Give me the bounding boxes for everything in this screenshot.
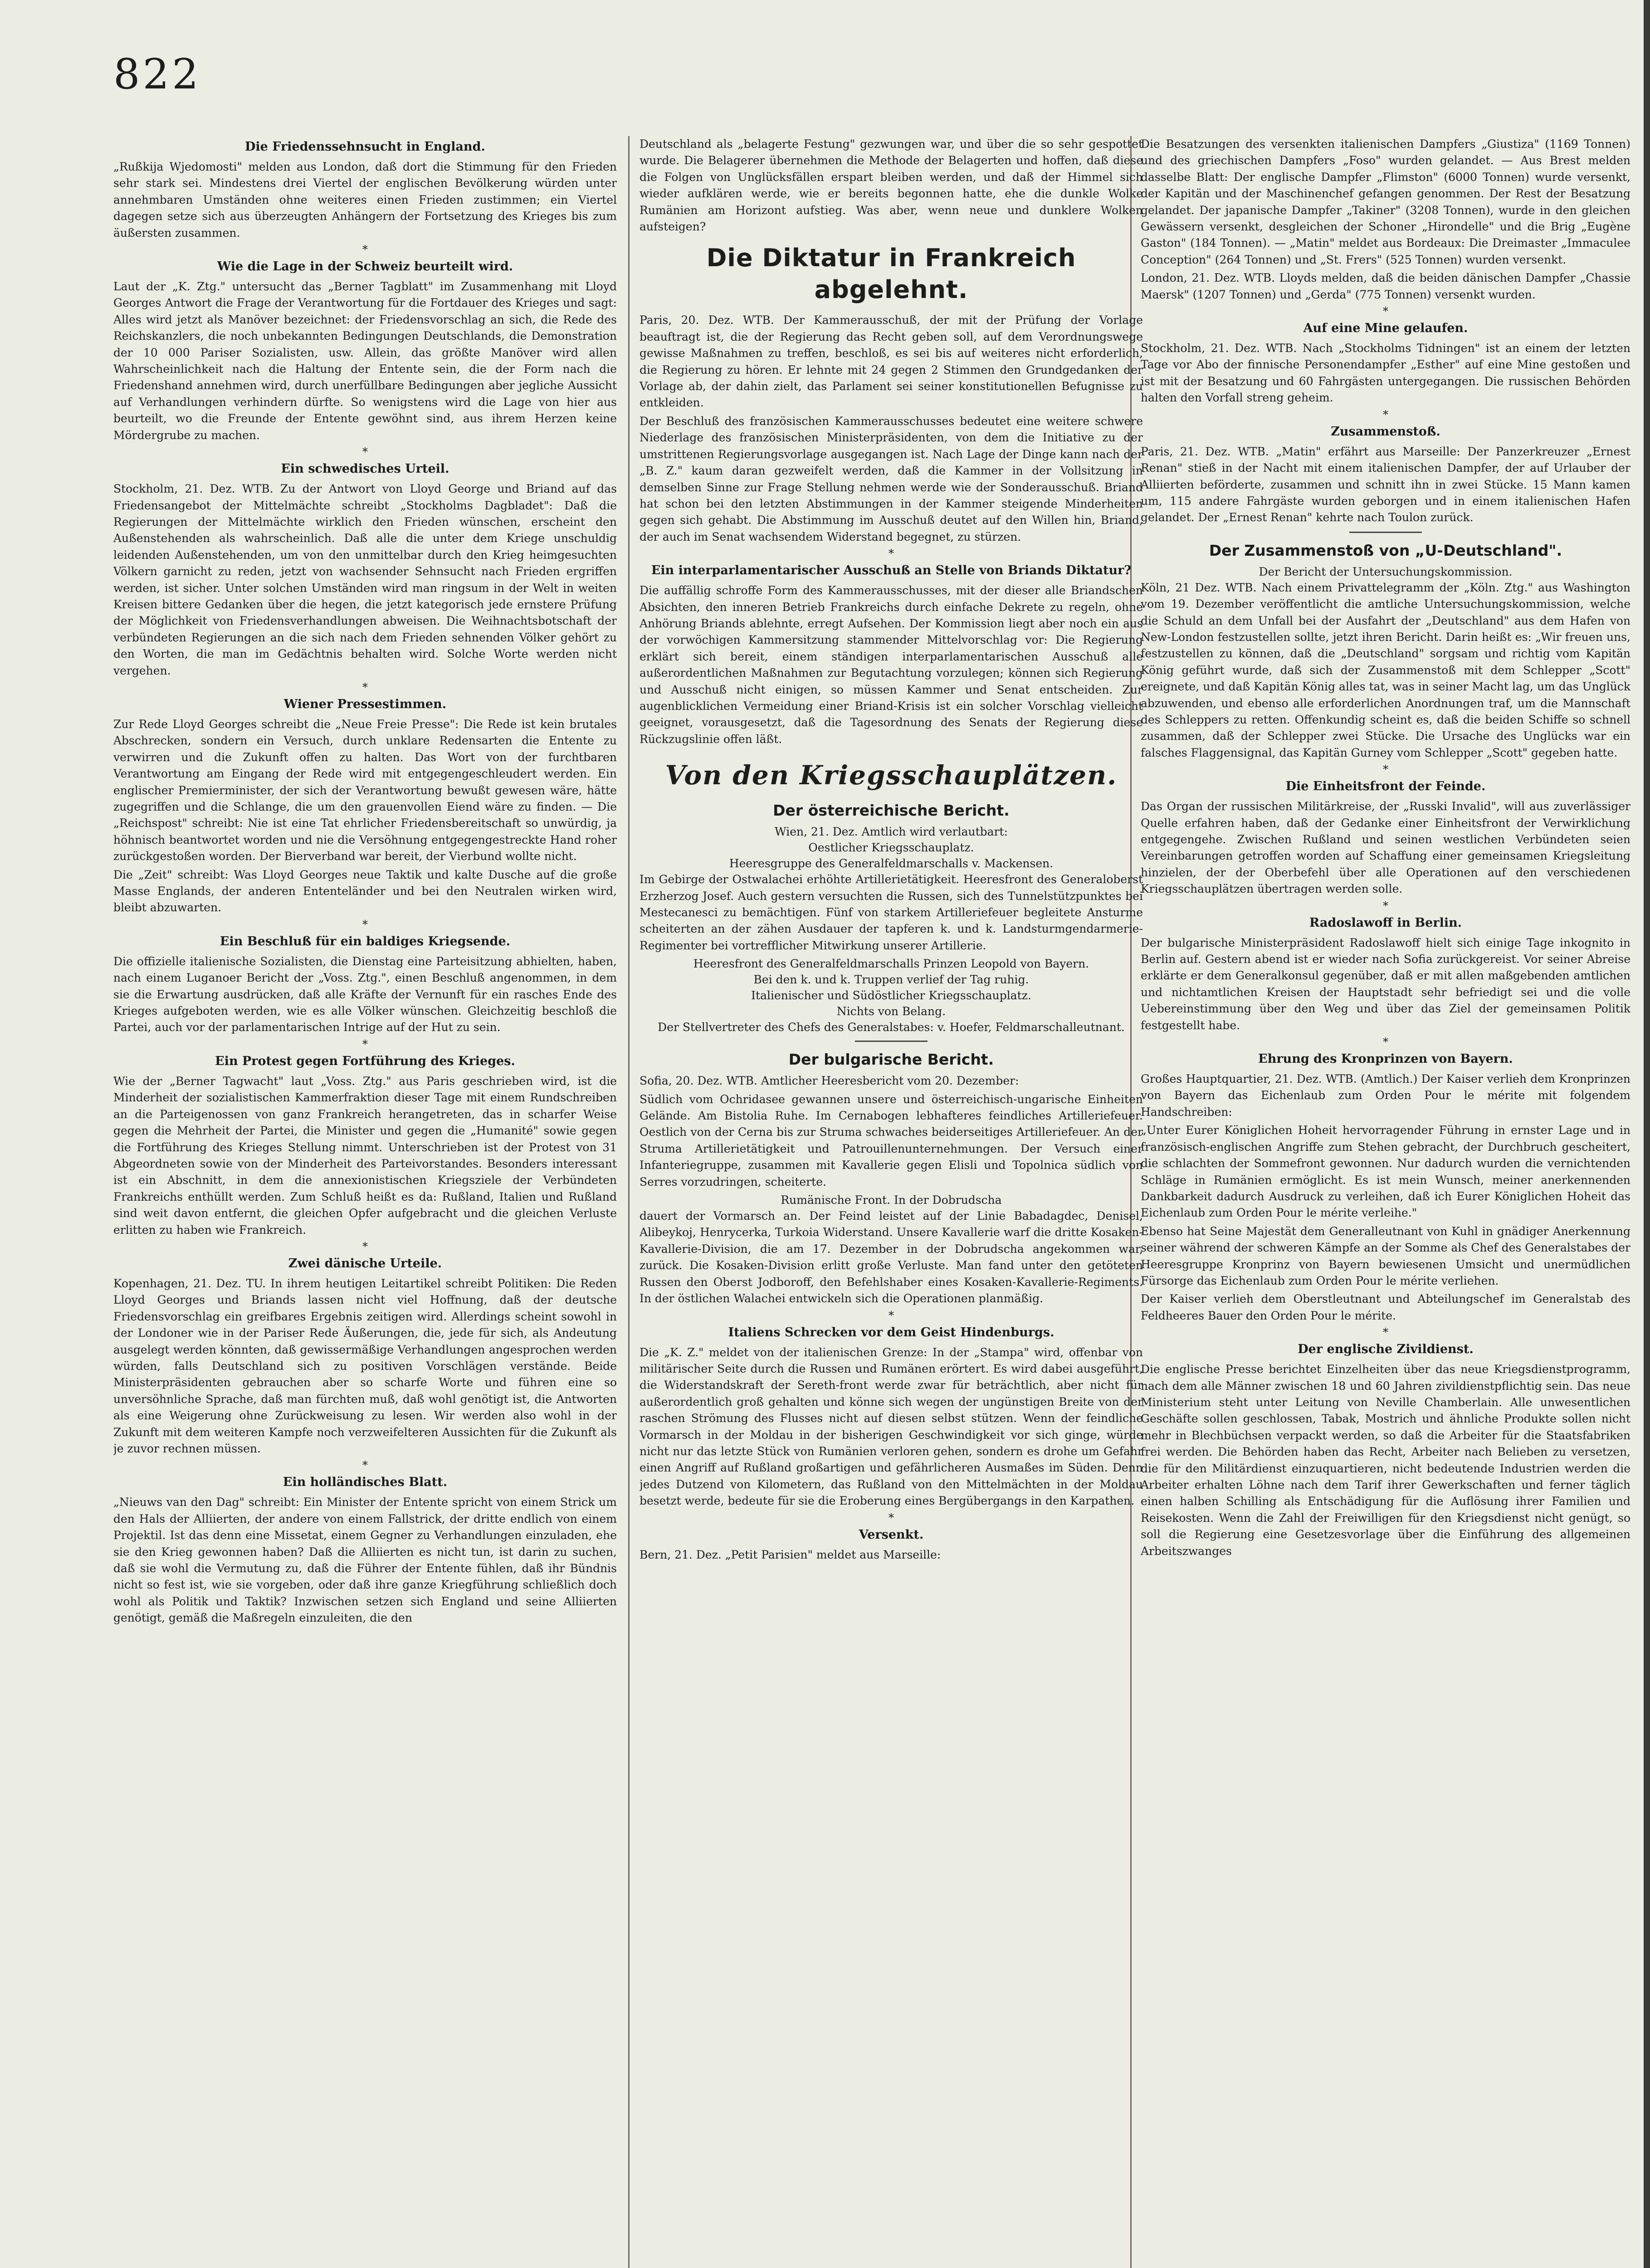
section-separator: * [362,445,368,459]
centered-line: Oestlicher Kriegsschauplatz. [808,841,974,855]
article-heading: Die Einheitsfront der Feinde. [1285,779,1486,794]
rule-line [855,1041,928,1042]
section-separator: * [362,1240,368,1253]
article-heading: Radoslawoff in Berlin. [1309,915,1462,930]
article-paragraph: Zur Rede Lloyd Georges schreibt die „Neue Freie Presse": Die Rede ist kein brutales Abschrecken, sondern ein Versuch, durch unklare Redensarten die Entente zu verwirren und die Zukunft offen zu halten. Das Wort von der furchtbaren Verantwortung am Eingang der Rede wird mit entgegengeschleudert werden. Ein englischer Premierminister, der sich der Verantwortung bewußt gewesen wäre, hätte zugegriffen und die Schlange, die um den grauenvollen Eiend wäre zu finden. — Die „Reichspost" schreibt: Nie ist eine Tat ehrlicher Friedensbereitschaft so unwürdig, ja höhnisch beantwortet worden und nie die Versöhnung entgegengestreckte Hand roher zurückgestoßen worden. Der Bierverband war bereit, der Vierbund wollte nicht. [113,717,617,863]
article-heading: Auf eine Mine gelaufen. [1303,321,1468,336]
section-separator: * [1383,1036,1388,1049]
section-separator: * [888,1309,894,1322]
article-paragraph: Sofia, 20. Dez. WTB. Amtlicher Heeresbericht vom 20. Dezember: [639,1074,1019,1088]
article-paragraph: Kopenhagen, 21. Dez. TU. In ihrem heutigen Leitartikel schreibt Politiken: Die Reden Lloyd Georges und Briands lassen nicht viel Hoffnung, daß der deutsche Friedensvorschlag ein greifbares Ergebnis zeitigen wird. Allerdings scheint sowohl in der Londoner wie in der Pariser Rede Äußerungen, die, jede für sich, als Andeutung ausgelegt werden könnten, daß gewissermäßige Verhandlungen angesprochen werden würden, falls Deutschland sich zu positiven Vorschlägen verstände. Beide Ministerpräsidenten gebrauchen aber so scharfe Worte und führen eine so unversöhnliche Sprache, daß man fürchten muß, daß wohl genötigt ist, die Antworten als eine Weigerung ohne Zurückweisung zu lesen. Wir werden also wohl in der Zukunft mit dem weiteren Kampfe noch verzweifelteren Aussichten für die Zukunft als je zuvor rechnen müssen. [113,1276,617,1455]
centered-line: Der Bericht der Untersuchungskommission. [1259,565,1513,578]
report-heading: Der österreichische Bericht. [773,802,1010,820]
article-paragraph: „Unter Eurer Königlichen Hoheit hervorragender Führung in ernster Lage und in französisch-englischen Angriffe zum Stehen gebracht, der Durchbruch gescheitert, die schlachten der Sommefront gewonnen. Nur dadurch wurden die vernichtenden Schläge in Rumänien ermöglicht. Es ist mein Wunsch, meiner anerkennenden Dankbarkeit dadurch Ausdruck zu verleihen, daß ich Eurer Königlichen Hoheit das Eichenlaub zum Orden Pour le mérite verleihe." [1141,1124,1630,1220]
article-paragraph: Die „K. Z." meldet von der italienischen Grenze: In der „Stampa" wird, offenbar von militärischer Seite durch die Russen und Rumänen erörtert. Es wird dabei ausgeführt, die Widerstandskraft der Sereth-front werde zwar für beträchtlich, aber nicht für außerordentlich groß gehalten und könne sich wegen der ungünstigen Breite von der raschen Strömung des Flusses nicht auf diesen selbst stützen. Wenn der feindliche Vormarsch in der Moldau in der bisherigen Geschwindigkeit vor sich ginge, würde nicht nur das letzte Stück von Rumänien verloren gehen, sondern es drohe um Gefahr einen Angriff auf Rußland großartigen und gefährlicheren Ausmaßes im Süden. Denn jedes Dutzend von Kilometern, das Rußland von den Mittelmächten in der Moldau besetzt werde, bedeute für sie die Eroberung eines Bergübergangs in den Karpathen. [639,1345,1143,1508]
article-paragraph: Die auffällig schroffe Form des Kammerausschusses, mit der dieser alle Briandschen Absichten, den inneren Betrieb Frankreichs durch einfache Dekrete zu regeln, ohne Anhörung Briands ablehnte, erregt Aufsehen. Der Kommission liegt aber noch ein aus der vorwöchigen Kammersitzung stammender Mittelvorschlag vor: Die Regierung erklärt sich bereit, einem ständigen interparlamentarischen Ausschuß alle außerordentlichen Maßnahmen zur Begutachtung vorzulegen; können sich Regierung und Ausschuß nicht einigen, so müssen Kammer und Senat entscheiden. Zur augenblicklichen Vermeidung einer Briand-Krisis ist ein solcher Vorschlag vielleicht geeignet, vorausgesetzt, daß die Tagesordnung des Senats der Regierung diese Rückzugslinie offen läßt. [639,584,1143,746]
article-heading: Ehrung des Kronprinzen von Bayern. [1258,1052,1513,1066]
centered-line: Heeresfront des Generalfeldmarschalls Prinzen Leopold von Bayern. [693,957,1089,971]
article-paragraph: Ebenso hat Seine Majestät dem Generalleutnant von Kuhl in gnädiger Anerkennung seiner während der schweren Kämpfe an der Somme als Chef des Generalstabes der Heeresgruppe Kronprinz von Bayern bewiesenen Umsicht und unermüdlichen Fürsorge das Eichenlaub zum Orden Pour le mérite verliehen. [1141,1224,1630,1287]
centered-line: Bei den k. und k. Truppen verlief der Tag ruhig. [753,973,1029,987]
article-paragraph: „Rußkija Wjedomosti" melden aus London, daß dort die Stimmung für den Frieden sehr stark sei. Mindestens drei Viertel der englischen Bevölkerung würden unter annehmbaren Umständen ohne weiteres einen Frieden zustimmen; ein Viertel dagegen setze sich aus überzeugten Anhängern der Fortsetzung des Krieges bis zum äußersten zusammen. [113,160,617,240]
page-number: 822 [113,50,201,98]
article-heading: Ein Beschluß für ein baldiges Kriegsende. [220,934,511,948]
article-heading: Zusammenstoß. [1331,424,1440,439]
section-separator: * [1383,305,1388,318]
article-paragraph: Laut der „K. Ztg." untersucht das „Berner Tagblatt" im Zusammenhang mit Lloyd Georges Antwort die Frage der Verantwortung für die Fortdauer des Krieges und sagt: Alles wird jetzt als Manöver bezeichnet: der Friedensvorschlag an sich, die Rede des Reichskanzlers, die noch unbekannten Bedingungen Deutschlands, die Demonstration der 10 000 Pariser Sozialisten, usw. Allein, das größte Manöver wird allen Wahrscheinlichkeit nach die Haltung der Entente sein, die der Form nach die Friedenshand annehmen wird, durch unerfüllbare Bedingungen aber jegliche Aussicht auf Verhandlungen verhindern dürfte. So wenigstens wird die Lage von hier aus beurteilt, wo die Freunde der Entente gewöhnt sind, aus ihrem Herzen keine Mördergrube zu machen. [113,280,617,442]
centered-line: Heeresgruppe des Generalfeldmarschalls v. Mackensen. [729,857,1054,870]
report-heading: Der Zusammenstoß von „U-Deutschland". [1209,541,1562,559]
article-paragraph: dauert der Vormarsch an. Der Feind leistet auf der Linie Babadagdec, Denisel, Alibeykoj, Henrycerka, Turkoia Widerstand. Unsere Kavallerie warf die dritte Kosaken-Kavallerie-Division, die am 17. Dezember in der Dobrudscha angekommen war, zurück. Die Kosaken-Division erlitt große Verluste. Man fand unter den getöteten Russen den Oberst Jodboroff, den Befehlshaber eines Kosaken-Kavallerie-Regiments. In der östlichen Walachei entwickeln sich die Operationen planmäßig. [639,1209,1143,1305]
article-paragraph: Köln, 21 Dez. WTB. Nach einem Privattelegramm der „Köln. Ztg." aus Washington vom 19. Dezember veröffentlicht die amtliche Untersuchungskommission, welche die Schuld an dem Unfall bei der Ausfahrt der „Deutschland" aus dem Hafen von New-London festzustellen sollte, jetzt ihren Bericht. Darin heißt es: „Wir freuen uns, festzustellen zu können, daß die „Deutschland" sorgsam und richtig vom Kapitän König geführt wurde, daß sich der Zusammenstoß mit dem Schlepper „Scott" ereignete, und daß Kapitän König alles tat, was in seiner Macht lag, um das Unglück abzuwenden, und ebenso alle erforderlichen Anordnungen traf, um die Mannschaft des Schleppers zu retten. Offenkundig scheint es, daß die beiden Schiffe so schnell zusammen, daß der Schlepper zwei Stücke. Die Ursache des Unglücks war ein falsches Flaggensignal, das Kapitän Gurney vom Schlepper „Scott" gegeben hatte. [1141,581,1630,759]
article-paragraph: Die offizielle italienische Sozialisten, die Dienstag eine Parteisitzung abhielten, haben, nach einem Luganoer Bericht der „Voss. Ztg.", einen Beschluß angenommen, in dem sie die Erwartung ausdrücken, daß alle Kräfte der Vernunft für ein rasches Ende des Krieges aufgeboten werden, wie es alle Völker wünschen. Gleichzeitig beschloß die Partei, auch vor der parlamentarischen Intrige auf der Hut zu sein. [113,954,617,1034]
article-paragraph: Der Kaiser verlieh dem Oberstleutnant und Abteilungschef im Generalstab des Feldheeres Bauer den Orden Pour le mérite. [1141,1292,1630,1322]
article-paragraph: Bern, 21. Dez. „Petit Parisien" meldet aus Marseille: [639,1548,941,1561]
column-3 [1141,136,1630,2268]
article-heading: Ein Protest gegen Fortführung des Krieges. [215,1054,515,1068]
article-paragraph: Großes Hauptquartier, 21. Dez. WTB. (Amtlich.) Der Kaiser verlieh dem Kronprinzen von Bayern das Eichenlaub zum Orden Pour le mérite mit folgendem Handschreiben: [1141,1072,1630,1119]
article-paragraph: Der bulgarische Ministerpräsident Radoslawoff hielt sich einige Tage inkognito in Berlin auf. Gestern abend ist er wieder nach Sofia zurückgereist. Vor seiner Abreise erklärte er dem Generalkonsul gegenüber, daß er mit allen maßgebenden amtlichen und nichtamtlichen Kreisen der Hauptstadt sehr befriedigt sei und die volle Uebereinstimmung über den Weg und über das Ziel der gemeinsamen Politik festgestellt habe. [1141,936,1630,1032]
section-separator: * [362,918,368,931]
section-separator: * [1383,1326,1388,1339]
article-paragraph: Paris, 21. Dez. WTB. „Matin" erfährt aus Marseille: Der Panzerkreuzer „Ernest Renan" stieß in der Nacht mit einem italienischen Dampfer, der auf Urlauber der Alliierten beförderte, zusammen und schnitt ihn in zwei Stücke. 15 Mann kamen um, 115 andere Fahrgäste wurden geborgen und in einem italienischen Hafen gelandet. Der „Ernest Renan" kehrte nach Toulon zurück. [1141,445,1630,524]
headline: Die Diktatur in Frankreich abgelehnt. [706,244,1076,304]
rule-line [1349,532,1422,533]
section-separator: * [362,1459,368,1472]
section-separator: * [362,1037,368,1051]
article-paragraph: Stockholm, 21. Dez. WTB. Nach „Stockholms Tidningen" ist an einem der letzten Tage vor Abo der finnische Personendampfer „Esther" auf eine Mine gestoßen und ist mit der Besatzung und 60 Fahrgästen untergegangen. Die russischen Behörden halten den Vorfall streng geheim. [1141,342,1630,405]
article-heading: Versenkt. [859,1527,924,1542]
centered-line: Italienischer und Südöstlicher Kriegsschauplatz. [751,989,1031,1002]
section-separator: * [1383,899,1388,912]
article-heading: Der englische Zivildienst. [1298,1342,1474,1357]
article-paragraph: „Nieuws van den Dag" schreibt: Ein Minister der Entente spricht von einem Strick um den Hals der Alliierten, der andere von einem Fallstrick, der dritte endlich von einem Projektil. Ist das denn eine Missetat, einem Gegner zu Verhandlungen einzuladen, ehe sie den Krieg gewonnen haben? Daß die Alliierten es nicht tun, ist darin zu suchen, daß sie wohl die Vermutung zu, daß die Führer der Entente fühlen, daß ihr Bündnis nicht so fest ist, wie sie vorgeben, oder daß ihre ganze Kriegführung schließlich doch wohl als Politik und Taktik? Inzwischen setzen sich England und seine Alliierten genötigt, gemäß die Maßregeln einzuleiten, die den [113,1496,617,1625]
centered-line: Wien, 21. Dez. Amtlich wird verlautbart: [774,825,1008,839]
article-heading: Wiener Pressestimmen. [283,697,447,711]
article-heading: Ein interparlamentarischer Ausschuß an Stelle von Briands Diktatur? [651,563,1132,578]
section-separator: * [888,1511,894,1524]
article-paragraph: Die englische Presse berichtet Einzelheiten über das neue Kriegsdienstprogramm, nach dem alle Männer zwischen 18 und 60 Jahren zivildienstpflichtig sein. Das neue Ministerium steht unter Leitung von Neville Chamberlain. Alle unwesentlichen Geschäfte sollen geschlossen, Tabak, Mostrich und ähnliche Produkte sollen nicht mehr in Blechbüchsen verpackt werden, so daß die Arbeiter für die Staatsfabriken frei werden. Die Behörden haben das Recht, Arbeiter nach Belieben zu versetzen, die für den Militärdienst einzuquartieren, nicht bedeutende Industrien werden die Arbeiter erhalten Löhne nach dem Tarif ihrer Gewerkschaften und ferner täglich einen halben Schilling als Entschädigung für die Auflösung ihrer Familien und Reisekosten. Wenn die Zahl der Freiwilligen für den Kriegsdienst nicht genügt, so soll die Regierung eine Gesetzesvorlage über die Einführung des allgemeinen Arbeitszwanges [1141,1363,1630,1558]
article-paragraph: Die Besatzungen des versenkten italienischen Dampfers „Giustiza" (1169 Tonnen) und des griechischen Dampfers „Foso" wurden gelandet. — Aus Brest melden dasselbe Blatt: Der englische Dampfer „Flimston" (6000 Tonnen) wurde versenkt, der Kapitän und der Maschinenchef gefangen genommen. Der Rest der Besatzung gelandet. Der japanische Dampfer „Takiner" (3208 Tonnen), wurde in den gleichen Gewässern versenkt, desgleichen der Schoner „Hirondelle" und die Brig „Eugène Gaston" (184 Tonnen). — „Matin" meldet aus Bordeaux: Die Dreimaster „Immaculee Conception" (264 Tonnen) und „St. Frers" (525 Tonnen) wurden versenkt. [1141,137,1630,266]
article-heading: Ein holländisches Blatt. [283,1475,448,1490]
section-separator: * [1383,763,1388,776]
article-heading: Zwei dänische Urteile. [288,1256,442,1271]
column-1 [113,136,617,2268]
article-heading: Italiens Schrecken vor dem Geist Hindenburgs. [728,1325,1054,1339]
centered-line: Der Stellvertreter des Chefs des Generalstabes: v. Hoefer, Feldmarschalleutnant. [658,1021,1125,1034]
column-2 [639,136,1143,2268]
column-divider [628,136,630,2268]
article-paragraph: Deutschland als „belagerte Festung" gezwungen war, und über die so sehr gespottet wurde. Die Belagerer übernehmen die Methode der Belagerten und hoffen, daß diese die Folgen von Unglücksfällen erspart bleiben werden, und daß der Himmel sich wieder aufklären werde, wie er bereits begonnen hatte, ehe die dunkle Wolke Rumänien am Horizont aufstieg. Was aber, wenn neue und dunklere Wolken aufsteigen? [639,137,1143,234]
section-separator: * [888,547,894,560]
article-paragraph: Das Organ der russischen Militärkreise, der „Russki Invalid", will aus zuverlässiger Quelle erfahren haben, daß der Gedanke einer Einheitsfront der Verwirklichung entgegengehe. Zwischen Rußland und seinen westlichen Verbündeten seien Vereinbarungen getroffen worden auf Schaffung einer gemeinsamen Kriegsleitung hinzielen, der der Oberbefehl über alle Operationen auf den verschiedenen Kriegsschauplätzen übertragen werden solle. [1141,800,1630,896]
article-heading: Die Friedenssehnsucht in England. [245,140,485,154]
article-paragraph: Stockholm, 21. Dez. WTB. Zu der Antwort von Lloyd George und Briand auf das Friedensangebot der Mittelmächte schreibt „Stockholms Dagbladet": Daß die Regierungen der Mittelmächte wirklich den Frieden wünschen, erscheint den Außenstehenden als wahrscheinlich. Daß alle die unter dem Kriege unschuldig leidenden Außenstehenden, um von den unmittelbar durch den Krieg heimgesuchten Völkern garnicht zu reden, jetzt von wachsender Sehnsucht nach Frieden ergriffen werden, ist sicher. Unter solchen Umständen wird man ringsum in der Welt in weiten Kreisen bittere Gedanken über die hegen, die jetzt kategorisch jede ernstere Prüfung der Möglichkeit von Friedensverhandlungen abweisen. Die Weihnachtsbotschaft der verbündeten Regierungen an die sich nach dem Frieden sehnenden Völker gehört zu den Worten, die man im Gedächtnis behalten wird. Solche Worte werden nicht vergehen. [113,482,617,677]
article-paragraph: Der Beschluß des französischen Kammerausschusses bedeutet eine weitere schwere Niederlage des französischen Ministerpräsidenten, von dem die Initiative zu der umstrittenen Regierungsvorlage ausgegangen ist. Nach Lage der Dinge kann nach der „B. Z." kaum daran gezweifelt werden, daß die Kammer in der Vollsitzung in demselben Sinne zur Frage Stellung nehmen werde wie der Sonderausschuß. Briand hat schon bei den letzten Abstimmungen in der Kammer steigende Minderheiten gegen sich gehabt. Die Abstimmung im Ausschuß deutet auf den Willen hin, Briand, der auch im Senat wachsendem Widerstand begegnet, zu stürzen. [639,414,1143,543]
section-separator: * [362,680,368,694]
article-paragraph: Die „Zeit" schreibt: Was Lloyd Georges neue Taktik und kalte Dusche auf die große Masse Englands, der anderen Ententeländer und bei den Neutralen wirken wird, bleibt abzuwarten. [113,868,617,914]
article-paragraph: Im Gebirge der Ostwalachei erhöhte Artillerietätigkeit. Heeresfront des Generaloberst Erzherzog Josef. Auch gestern versuchten die Russen, sich des Tunnelstützpunktes bei Mestecanesci zu bemächtigen. Fünf von starkem Artilleriefeuer begleitete Ansturme scheiterten an der zähen Ausdauer der tapferen k. und k. Landsturmgendarmerie-Regimenter bei vortrefflicher Mitwirkung unserer Artillerie. [639,873,1143,952]
page-edge [1644,0,1650,2268]
report-heading: Der bulgarische Bericht. [788,1051,994,1069]
article-paragraph: Südlich vom Ochridasee gewannen unsere und österreichisch-ungarische Einheiten Gelände. Am Bistolia Ruhe. Im Cernabogen lebhafteres feindliches Artilleriefeuer. Oestlich von der Cerna bis zur Struma schwaches beiderseitiges Artilleriefeuer. An der Struma Artillerietätigkeit und Patrouillenunternehmungen. Der Versuch einer Infanteriegruppe, zusammen mit Kavallerie gegen Elisli und Topolnica südlich von Serres vorzudringen, scheiterte. [639,1092,1143,1188]
article-paragraph: London, 21. Dez. WTB. Lloyds melden, daß die beiden dänischen Dampfer „Chassie Maersk" (1207 Tonnen) und „Gerda" (775 Tonnen) versenkt wurden. [1141,271,1630,301]
centered-line: Rumänische Front. In der Dobrudscha [781,1193,1002,1207]
centered-line: Nichts von Belang. [836,1005,946,1018]
article-heading: Wie die Lage in der Schweiz beurteilt wird. [217,259,513,274]
section-separator: * [1383,408,1388,421]
article-paragraph: Paris, 20. Dez. WTB. Der Kammerausschuß, der mit der Prüfung der Vorlage beauftragt ist, die der Regierung das Recht geben soll, auf dem Verordnungswege gewisse Maßnahmen zu treffen, beschloß, es sei bis auf weiteres nicht erforderlich, die Regierung zu hören. Er lehnte mit 24 gegen 2 Stimmen den Grundgedanken der Vorlage ab, der dahin zielt, das Parlament sei seiner konstitutionellen Befugnisse zu entkleiden. [639,313,1143,410]
section-separator: * [362,243,368,256]
section-headline: Von den Kriegsschauplätzen. [665,760,1118,791]
article-paragraph: Wie der „Berner Tagwacht" laut „Voss. Ztg." aus Paris geschrieben wird, ist die Minderheit der sozialistischen Kammerfraktion dieser Tage mit einem Rundschreiben an die Parteigenossen von ganz Frankreich herangetreten, das in scharfer Weise gegen die Mehrheit der Partei, die Minister und gegen die „Humanité" sowie gegen die Fortführung des Krieges Stellung nimmt. Unterschrieben ist der Protest von 31 Abgeordneten sowie von der Minderheit des Parteivorstandes. Besonders interessant ist ein Abschnitt, in dem die annexionistischen Kriegsziele der Verbündeten Frankreichs enthüllt werden. Zum Schluß heißt es da: Rußland, Italien und Rußland sind weit davon entfernt, die gleichen Opfer aufgebracht und die gleichen Verluste erlitten zu haben wie Frankreich. [113,1074,617,1237]
article-heading: Ein schwedisches Urteil. [281,462,449,476]
